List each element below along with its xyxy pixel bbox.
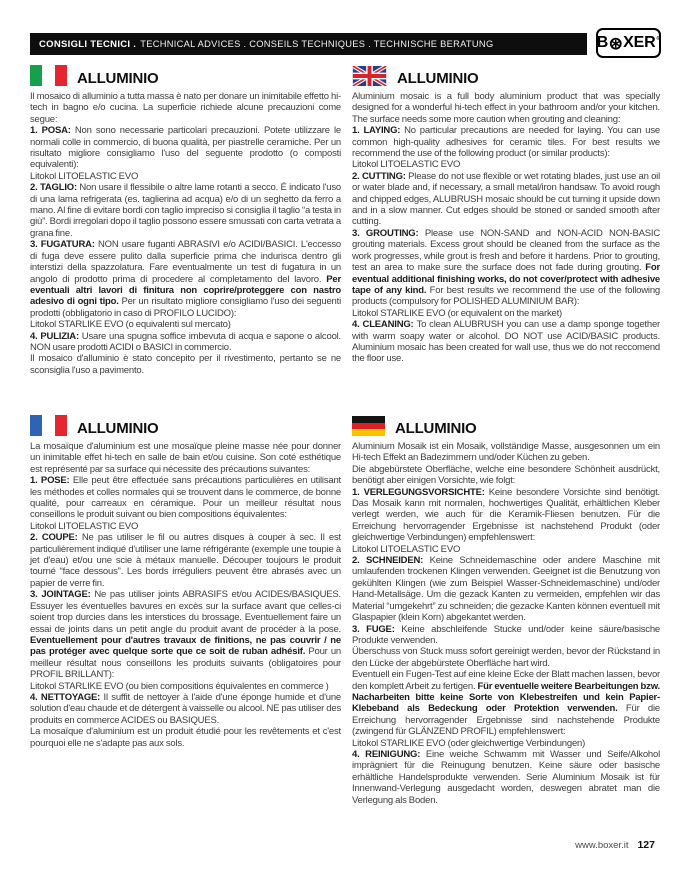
paragraph: Il mosaico di alluminio a tutta massa è nato per donare un inimitabile effetto hi-tech in bagno e/o cucina. La superficie richiede alcune precauzioni come segue: — [30, 91, 341, 125]
logo-text-b: B — [596, 34, 609, 51]
paragraph: 2. SCHNEIDEN: Keine Schneidemaschine oder andere Maschine mit umlaufenden trockenen Klingen verwenden. Geeignet ist die Benutzung von gekühlten Klingen (wie zum Beispiel Wasser-Schneidemaschine) und/oder Hand-Metallsäge. Um die gezack Kanten zu vermeiden, empfehlen wir das Material “umgekehrt” zu schneiden; die gezacke Kanten können eventuell mit Glaspapier (klein Korn) abgekantet werden. — [352, 555, 660, 624]
italy-flag-icon — [30, 65, 67, 86]
page-footer — [575, 839, 655, 851]
section-italian-header — [30, 64, 341, 86]
logo-text-xer: XER — [623, 34, 656, 51]
paragraph: Die abgebürstete Oberfläche, welche eine besondere Schönheit ausdrückt, benötigt aber einigen Vorsichte, wie folgt: — [352, 463, 660, 487]
section-title: ALLUMINIO — [77, 70, 159, 87]
header-bar-translations: TECHNICAL ADVICES . CONSEILS TECHNIQUES . TECHNISCHE BERATUNG — [140, 39, 494, 49]
paragraph: Aluminium Mosaik ist ein Mosaik, vollständige Masse, ausgesonnen um ein Hi-tech Effekt an Badezimmern und/oder Küchen zu geben. — [352, 441, 660, 464]
paragraph: Aluminium mosaic is a full body aluminium product that was specially designed for a wonderful hi-tech effect in your bathroom and/or your kitchen. The surface needs some more caution when grouting and cleaning: — [352, 91, 660, 125]
page-number: 127 — [637, 839, 655, 851]
paragraph: Litokol STARLIKE EVO (or equivalent on the market) — [352, 307, 563, 319]
section-french — [30, 414, 341, 749]
paragraph: Litokol LITOELASTIC EVO — [30, 520, 139, 532]
boxer-logo — [596, 28, 661, 58]
paragraph: Litokol STARLIKE EVO (ou bien compositions équivalentes en commerce ) — [30, 680, 329, 692]
france-flag-icon — [30, 415, 67, 436]
paragraph: Litokol LITOELASTIC EVO — [352, 159, 461, 171]
paragraph: Litokol LITOELASTIC EVO — [352, 543, 461, 555]
paragraph: 3. JOINTAGE: Ne pas utiliser joints ABRASIFS et/ou ACIDES/BASIQUES. Essuyer les éventuelles bavures en excès sur la surface avant que celles-ci soient trop durcies dans les interstices du brossage. Eventuellement faire un essai de joints dans un petit angle du produit avant de procéder à la pose. Eventuellement pour d'autres travaux de finitions, ne pas couvrir / ne pas protéger avec quelque sorte que ce soit de ruban adhésif. Pour un meilleur résultat nous conseillons les produits suivants (obligatoires pour PROFIL BRILLANT): — [30, 589, 341, 681]
paragraph: Litokol STARLIKE EVO (o equivalenti sul mercato) — [30, 319, 231, 331]
paragraph: 2. TAGLIO: Non usare il flessibile o altre lame rotanti a secco. É indicato l'uso di una lama refrigerata (es. taglierina ad acqua) e/o di un seghetto da ferro a mano. Al fine di evitare bordi con taglio impreciso si consiglia il taglio “a testa in giù”. Bordi irregolari dopo il taglio possono essere smussati con carta vetrata a grana fine. — [30, 182, 341, 239]
paragraph: 4. REINIGUNG: Eine weiche Schwamm mit Wasser und Seife/Alkohol imprägniert für die Reinugung benutzen. Keine säure oder basische erhältliche Handelsprodukte verwenden. Serie Aluminium Mosaik ist für Innenwand-Verlegung ausgedacht worden, deswegen abratet man die Verlegung als Boden. — [352, 748, 660, 806]
uk-flag-icon — [352, 66, 387, 86]
logo-target-o-icon: ⊛ — [608, 33, 623, 53]
section-italian-body — [30, 91, 341, 376]
germany-flag-icon — [352, 416, 385, 436]
paragraph: Überschuss von Stuck muss sofort gereinigt werden, bevor der Rückstand in den Lücke der abgebürstete Oberfläche hart wird. — [352, 646, 660, 669]
section-german-body — [352, 441, 660, 806]
paragraph: 4. NETTOYAGE: Il suffit de nettoyer à l'aide d'une éponge humide et d'une solution d'eau chaude et de détergent à vaisselle ou alcool. NE pas utiliser des produits en commerce ACIDES ou BASIQUES. — [30, 691, 341, 726]
section-title: ALLUMINIO — [395, 420, 477, 437]
paragraph: 1. VERLEGUNGSVORSICHTE: Keine besondere Vorsichte sind benötigt. Das Mosaik kann mit normalen, hochwertiges Qualität, erhältlichen Kleber verlegt werden, wie auch für die Keramik-Fliesen benutzen. Für die Erreichung hervorragender Ergebnisse ist nachstehend Produkt (oder gleichwertige Verbindungen) empfehlenswert: — [352, 486, 660, 544]
paragraph: 2. CUTTING: Please do not use flexible or wet rotating blades, just use an oil or water blade and, if necessary, a small metal/iron handsaw. To avoid rough and chipped edges, ALUBRUSH mosaic should be cut turning it upside down and in a slow manner. Cut edges should be stoned or sanded smooth after cutting. — [352, 170, 660, 228]
paragraph: 1. LAYING: No particular precautions are needed for laying. You can use common high-quality adhesives for ceramic tiles. For best results we recommend the use of the following product (or similar products): — [352, 125, 660, 160]
paragraph: 2. COUPE: Ne pas utiliser le fil ou autres disques à couper à sec. Il est particulièrement indiqué d'utiliser une lame réfrigérante (exemple une toupie à jet d'eau) et/ou une scie à métaux manuelle. Découper toujours le produit tourné “face dessous”. Les bords irréguliers peuvent être abrasés avec un papier de verre fin. — [30, 532, 341, 589]
paragraph: Litokol STARLIKE EVO (oder gleichwertige Verbindungen) — [352, 737, 586, 749]
paragraph: 3. FUGATURA: NON usare fuganti ABRASIVI e/o ACIDI/BASICI. L'eccesso di fuga deve essere pulito dalla superficie prima che indurisca dentro gli interstizi della spazzolatura. Fare eventualmente un test di fugatura in un angolo di prodotto prima di procedere al completamento del lavoro. Per eventuali altri lavori di finitura non coprire/proteggere con nastro adesivo di ogni tipo. Per un risultato migliore consigliamo l'uso dei seguenti prodotti (obbligatorio in caso di PROFILO LUCIDO): — [30, 239, 342, 319]
registered-mark: ® — [656, 36, 661, 42]
paragraph: 4. CLEANING: To clean ALUBRUSH you can use a damp sponge together with warm soapy water or alcohol. DO NOT use ACID/BASIC products. Aluminium mosaic has been created for wall use, thus we do not reccomend the floor use. — [352, 319, 661, 365]
section-english-body — [352, 91, 660, 365]
section-title: ALLUMINIO — [77, 420, 159, 437]
section-german-header — [352, 414, 660, 436]
paragraph: 1. POSE: Elle peut être effectuée sans précautions particulières en utilisant les méthodes et colles normales qui se trouvent dans le commerce, de bonne qualité, pour carreaux en céramique. Pour un meilleur résultat nous conseillons le produit suivant ou bien compositions équivalentes: — [30, 475, 342, 521]
section-italian — [30, 64, 341, 376]
paragraph: Litokol LITOELASTIC EVO — [30, 170, 139, 182]
paragraph: La mosaïque d'aluminium est une mosaïque pleine masse née pour donner un inimitable effet hi-tech en salle de bain et/ou cuisine. Son coté esthétique est représenté par sa surface qui nécessite des précautions suivantes: — [30, 441, 341, 475]
paragraph: 1. POSA: Non sono necessarie particolari precauzioni. Potete utilizzare le normali colle in commercio, di buona qualità, per piastrelle ceramiche. Per un risultato migliore consigliamo l'uso del seguente prodotto (o composti equivalenti): — [30, 125, 341, 171]
section-english — [352, 64, 660, 365]
paragraph: 3. GROUTING: Please use NON-SAND and NON-ACID NON-BASIC grouting materials. Excess grout should be cleaned from the surface as the work progresses, while grout is fresh and before it hardens. Prior to grouting, test an area to make sure the surface does not fade during grouting. For eventual additional finishing works, do not cover/protect with adhesive tape of any kind. For best results we recommend the use of the following products (compulsory for POLISHED ALUMINIUM BAR): — [352, 227, 661, 308]
section-english-header — [352, 64, 660, 86]
header-bar-title: CONSIGLI TECNICI . — [39, 38, 137, 50]
header-bar — [30, 33, 587, 55]
website-url: www.boxer.it — [575, 840, 629, 851]
paragraph: Il mosaico d'alluminio è stato concepito per il rivestimento, pertanto se ne sconsiglia l'uso a pavimento. — [30, 353, 341, 376]
section-french-header — [30, 414, 341, 436]
paragraph: Eventuell ein Fugen-Test auf eine kleine Ecke der Blatt machen lassen, bevor den komplett Arbeit zu fertigen. Für eventuelle weitere Bearbeitungen bzw. Nacharbeiten bitte keine Sorte von Klebestreifen und kein Papier-Klebeband als Bedeckung oder Protektion verwenden. Für die Erreichung hervorragender Ergebnisse sind nachstehende Produkte (zwingend für GLÄNZEND PROFIL) empfehlenswert: — [352, 669, 660, 738]
section-french-body — [30, 441, 341, 749]
section-title: ALLUMINIO — [397, 70, 479, 87]
paragraph: 4. PULIZIA: Usare una spugna soffice imbevuta di acqua e sapone o alcool. NON usare prodotti ACIDI o BASICI in commercio. — [30, 330, 341, 353]
paragraph: 3. FUGE: Keine abschleifende Stucke und/oder keine säure/basische Produkte verwenden. — [352, 623, 660, 646]
section-german — [352, 414, 660, 806]
paragraph: La mosaïque d'aluminium est un produit étudié pour les revêtements et c'est pourquoi elle ne s'adapte pas aux sols. — [30, 726, 341, 749]
